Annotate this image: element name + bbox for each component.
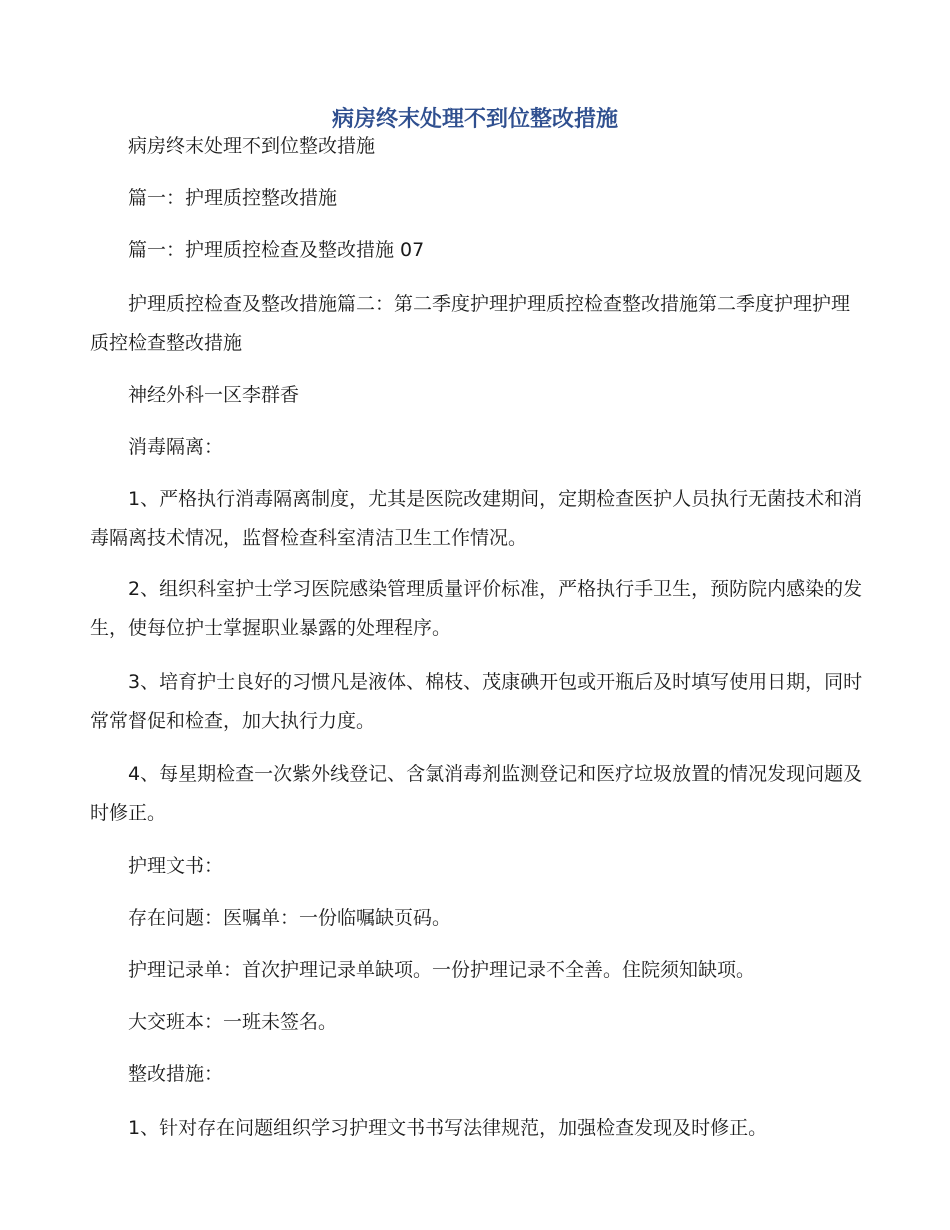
paragraph: 2、组织科室护士学习医院感染管理质量评价标准，严格执行手卫生，预防院内感染的发生，使每位护士掌握职业暴露的处理程序。 <box>90 578 863 639</box>
paragraph: 护理质控检查及整改措施篇二：第二季度护理护理质控检查整改措施第二季度护理护理质控检查整改措施 <box>90 293 851 354</box>
paragraph: 4、每星期检查一次紫外线登记、含氯消毒剂监测登记和医疗垃圾放置的情况发现问题及时修正。 <box>90 763 863 824</box>
paragraph: 篇一：护理质控检查及整改措施 07 <box>128 239 425 261</box>
paragraph: 消毒隔离： <box>128 436 224 458</box>
paragraph: 存在问题：医嘱单：一份临嘱缺页码。 <box>128 907 452 929</box>
paragraph: 篇一：护理质控整改措施 <box>128 187 338 209</box>
paragraph: 3、培育护士良好的习惯凡是液体、棉枝、茂康碘开包或开瓶后及时填写使用日期，同时常常督促和检查，加大执行力度。 <box>90 671 863 732</box>
paragraph: 神经外科一区李群香 <box>128 384 300 406</box>
paragraph: 大交班本：一班未签名。 <box>128 1011 338 1033</box>
paragraph: 护理文书： <box>128 855 224 877</box>
document-title: 病房终末处理不到位整改措施 <box>331 107 618 132</box>
paragraph: 整改措施： <box>128 1063 224 1085</box>
paragraph: 病房终末处理不到位整改措施 <box>128 135 376 157</box>
paragraph: 1、严格执行消毒隔离制度，尤其是医院改建期间，定期检查医护人员执行无菌技术和消毒隔离技术情况，监督检查科室清洁卫生工作情况。 <box>90 488 863 549</box>
paragraph: 1、针对存在问题组织学习护理文书书写法律规范，加强检查发现及时修正。 <box>128 1117 768 1139</box>
paragraph: 护理记录单：首次护理记录单缺项。一份护理记录不全善。住院须知缺项。 <box>128 959 756 981</box>
